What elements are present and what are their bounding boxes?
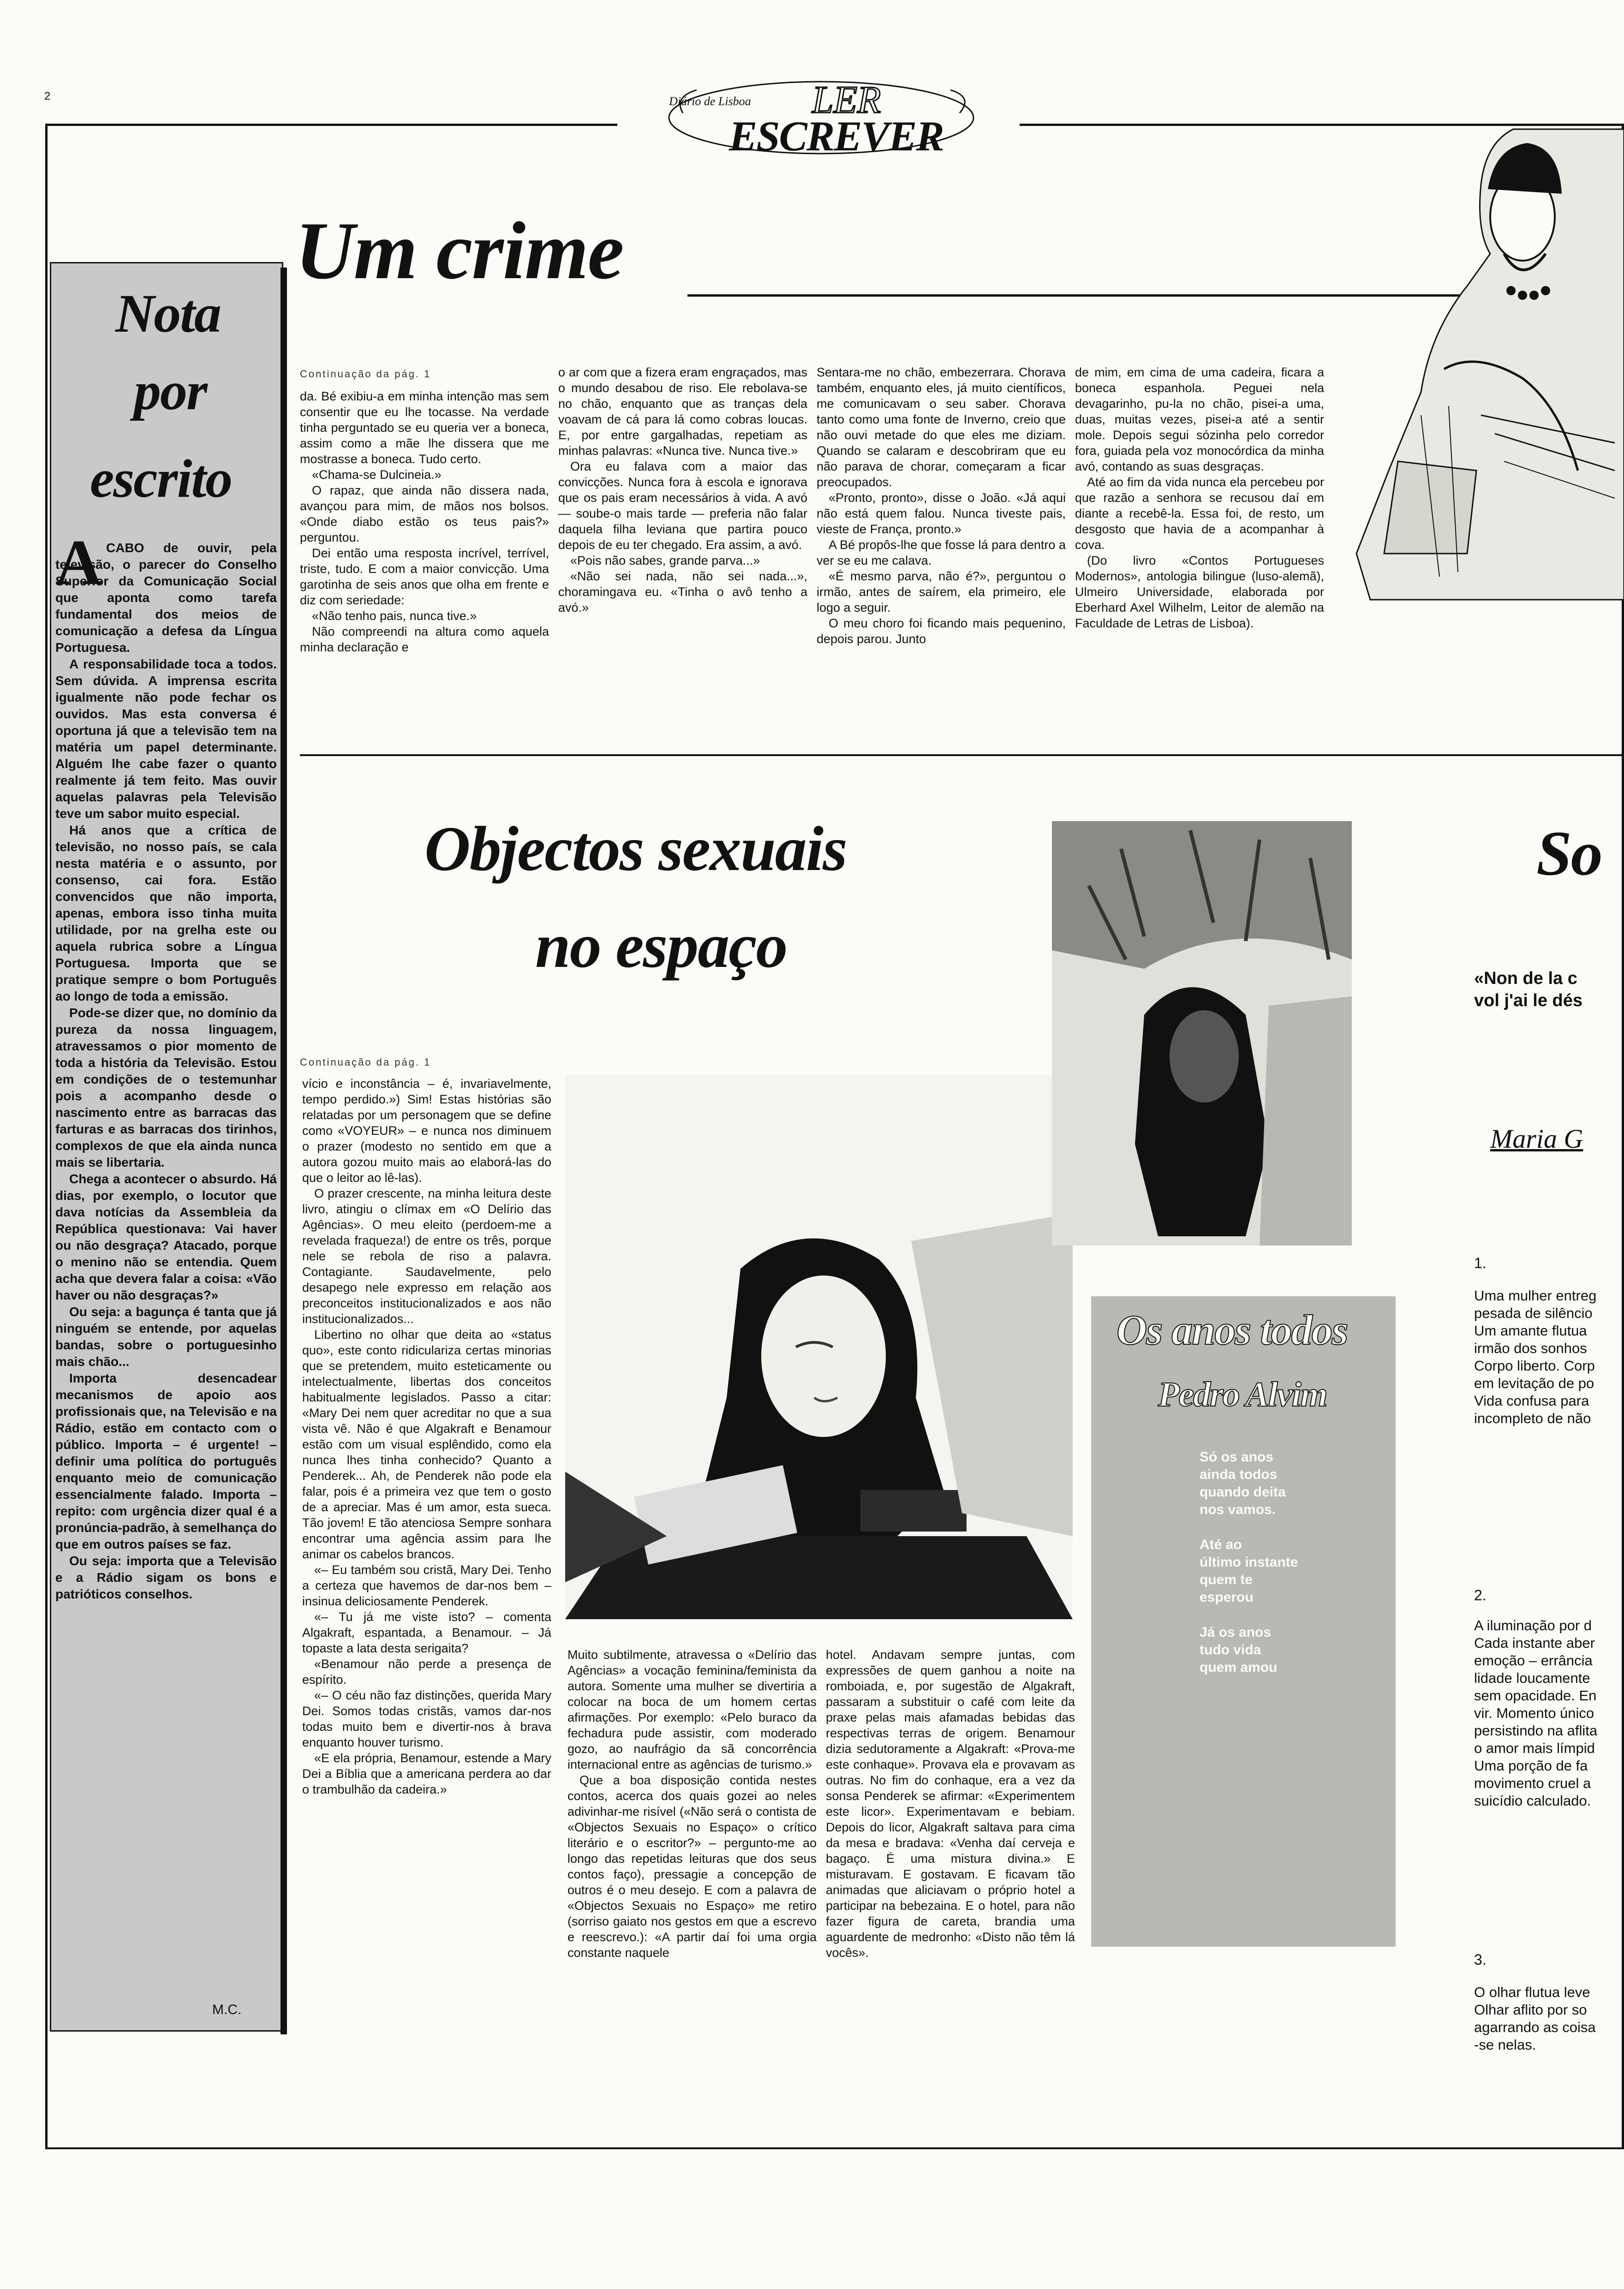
nota-box-shadow: [281, 268, 287, 2034]
right-sec2-line: vir. Momento único: [1474, 1705, 1594, 1721]
anos-title: Os anos todos: [1116, 1306, 1348, 1353]
masthead-ler: LER: [812, 78, 881, 121]
crime-paragraph: «Pronto, pronto», disse o João. «Já aqui não está quem falou. Nunca tiveste pais, vieste de França, pronto.»: [817, 491, 1066, 536]
author-photo: [565, 1075, 1073, 1619]
objectos-headline-2: no espaço: [535, 910, 787, 981]
right-sec1: [1474, 1287, 1624, 1427]
crime-continuation: Continuação da pág. 1: [300, 368, 431, 380]
nota-paragraph: A responsabilidade toca a todos. Sem dúvida. A imprensa escrita igualmente não pode fechar os ouvidos. Mas esta conversa é oportuna já que a televisão tem na matéria um papel determinante. Alguém lhe cabe fazer o quanto realmente já tem feito. Mas ouvir aquelas palavras pela Televisão teve um sabor muito especial.: [55, 657, 277, 821]
objectos-column-2: [567, 1647, 817, 1961]
anos-verse-line: quem te: [1200, 1572, 1253, 1587]
woman-illustration: [1329, 92, 1624, 623]
right-author: Maria G: [1490, 1124, 1583, 1154]
crime-column-4: [1075, 364, 1324, 631]
right-sec1-num: 1.: [1474, 1255, 1487, 1271]
right-sec1-line: em levitação de po: [1474, 1375, 1594, 1391]
objectos-column-3: [826, 1647, 1075, 1961]
objectos-paragraph: Muito subtilmente, atravessa o «Delírio das Agências» a vocação feminina/feminista da autora. Somente uma mulher se divertiria a colocar na boca de um homem certas afirmações. Por exemplo: «Pelo buraco da fechadura pude assistir, com moderado gozo, ao naufrágio da sã concorrência internacional entre as agências de turismo.»: [567, 1648, 817, 1771]
right-sec3-num: 3.: [1474, 1951, 1487, 1968]
anos-verse-line: nos vamos.: [1200, 1502, 1276, 1517]
crime-paragraph: A Bé propôs-lhe que fosse lá para dentro a ver se eu me calava.: [817, 538, 1066, 567]
nota-paragraph: Chega a acontecer o absurdo. Há dias, por exemplo, o locutor que dava notícias da Assembleia da República questionava: Vai haver ou não desgraça? Atacado, porque o menino não se entendia. Quem acha que devera falar a coisa: «Vão haver ou não desgraças?»: [55, 1172, 277, 1302]
crime-paragraph: (Do livro «Contos Portugueses Modernos», antologia bilingue (luso-alemã), Ulmeiro Universidade, elaborada por Eberhard Axel Wilhelm, Leitor de alemão na Faculdade de Letras de Lisboa).: [1075, 554, 1324, 630]
anos-verse-line: Só os anos: [1200, 1449, 1274, 1465]
anos-verse-line: último instante: [1200, 1555, 1298, 1570]
nota-title-line2: por: [134, 361, 207, 421]
right-sec1-line: Corpo liberto. Corp: [1474, 1358, 1595, 1374]
right-sec2-line: A iluminação por d: [1474, 1617, 1592, 1633]
author-photo-image: [565, 1075, 1073, 1619]
right-sec2-line: persistindo na aflita: [1474, 1723, 1598, 1739]
objectos-paragraph: «Benamour não perde a presença de espírito.: [302, 1657, 551, 1687]
right-sec1-line: irmão dos sonhos: [1474, 1340, 1587, 1356]
nota-title-line3: escrito: [90, 448, 232, 509]
right-sec3-line: agarrando as coisa: [1474, 2019, 1596, 2035]
nota-paragraph: CABO de ouvir, pela televisão, o parecer do Conselho Superior da Comunicação Social que aponta como tarefa fundamental dos meios de comunicação a defesa da Língua Portuguesa.: [55, 541, 277, 655]
right-sec2-line: sem opacidade. En: [1474, 1687, 1597, 1704]
crime-paragraph: «Não sei nada, não sei nada...», choramingava eu. «Tinha o avô tenho a avó.»: [558, 569, 807, 614]
crime-paragraph: Dei então uma resposta incrível, terrível, triste, tudo. E com a maior convicção. Uma garotinha de seis anos que olha em frente e diz com seriedade:: [300, 546, 549, 607]
right-sec1-line: pesada de silêncio: [1474, 1305, 1593, 1321]
nota-paragraph: Ou seja: a bagunça é tanta que já ninguém se entende, por aquelas bandas, sobre o portuguesinho mais chão...: [55, 1305, 277, 1369]
second-photo: [1052, 821, 1352, 1246]
right-sec2-line: o amor mais límpid: [1474, 1740, 1595, 1756]
crime-paragraph: Não compreendi na altura como aquela minha declaração e: [300, 625, 549, 654]
nota-paragraph: Há anos que a crítica de televisão, no nosso país, se cala nesta matéria e o assunto, por consenso, cai fora. Estão convencidos que não importa, apenas, embora isso tinha muita utilidade, por na grelha este ou aquela rubrica sobre a Língua Portuguesa. Importa que se pratique sempre o bom Português ao longo de toda a emissão.: [55, 823, 277, 1003]
right-sec1-line: Vida confusa para: [1474, 1393, 1589, 1409]
objectos-paragraph: Libertino no olhar que deita ao «status quo», este conto ridiculariza certas minorias que se pretendem, muito esteticamente ou intelectualmente, libertas dos conceitos habitualmente legislados. Passo a citar: «Mary Dei nem quer acreditar no que a sua vista vê. Não é que Algakraft e Benamour estão com um visual esplêndido, como ela nunca lhes tinha conhecido? Quanto a Penderek... Ah, de Penderek não pode ela falar, pois é a primeira vez que tem o gosto de a apreciar. Mas é um amor, esta sueca. Tão jovem! E tão atenciosa Sempre sonhara encontrar uma agência assim para lhe animar os cabelos brancos.: [302, 1328, 551, 1561]
masthead: [609, 69, 1024, 161]
right-sec1-line: incompleto de não: [1474, 1410, 1591, 1426]
top-rule-left: [45, 124, 617, 126]
crime-paragraph: da. Bé exibiu-a em minha intenção mas sem consentir que eu lhe tocasse. Na verdade tinha perguntado se eu queria ver a boneca, assim como a mãe lhe dissera que me mostrasse a boneca. Tudo certo.: [300, 389, 549, 466]
anos-verse: [1200, 1449, 1375, 1676]
objectos-paragraph: hotel. Andavam sempre juntas, com expressões de quem ganhou a noite na romboiada, e, por sugestão de Algakraft, passaram a substituir o café com leite da praxe pelas mais afamadas bebidas das respectivas terras de origem. Benamour dizia sedutoramente a Algakraft: «Prova-me este conhaque». Provava ela e provavam as outras. No fim do conhaque, era a vez da sonsa Penderek se afirmar: «Experimentem este licor». Experimentavam e bebiam. Depois do licor, Algakraft saltava para cima da mesa e bradava: «Venha daí cerveja e bagaço. É uma mistura divina.» E misturavam. E gostavam. E ficavam tão animadas que aliciavam o próprio hotel a participar na bebezaina. E o hotel, para não fazer figura de careta, brandia uma aguardente de medronho: «Disto não têm lá vocês».: [826, 1648, 1075, 1960]
left-frame-rule: [45, 124, 48, 2149]
nota-paragraph: Pode-se dizer que, no domínio da pureza da nossa linguagem, atravessamos o pior momento de toda a história da Televisão. Estou em condições de o testemunhar pois a acompanho desde o nascimento entre as barracas das farturas e as barracas dos tirinhos, complexos de que ela ainda nunca mais se libertaria.: [55, 1006, 277, 1169]
crime-paragraph: O meu choro foi ficando mais pequenino, depois parou. Junto: [817, 616, 1066, 646]
right-sec3-line: Olhar aflito por so: [1474, 2002, 1587, 2018]
crime-paragraph: Até ao fim da vida nunca ela percebeu por que razão a senhora se recusou daí em diante a recebê-la. Essa foi, de resto, um desgosto que havia de a acompanhar à cova.: [1075, 475, 1324, 552]
right-sec2-num: 2.: [1474, 1587, 1487, 1603]
crime-paragraph: «Não tenho pais, nunca tive.»: [312, 609, 477, 623]
objectos-continuation: Continuação da pág. 1: [300, 1056, 431, 1068]
crime-paragraph: o ar com que a fizera eram engraçados, mas o mundo desabou de riso. Ele rebolava-se no chão, enquanto que as tranças dela voavam de cá para lá como cobras loucas. E, por entre gargalhadas, repetiam as minhas palavras: «Nunca tive. Nunca tive.»: [558, 365, 807, 458]
anos-verse-line: Até ao: [1200, 1537, 1242, 1552]
masthead-brand: Diário de Lisboa: [669, 95, 751, 108]
right-sec2-line: lidade loucamente: [1474, 1670, 1590, 1686]
right-sec2: [1474, 1617, 1624, 1810]
second-photo-image: [1052, 821, 1352, 1246]
crime-paragraph: Ora eu falava com a maior das convicções. Nunca fora à escola e ignorava que os pais eram necessários à vida. A avó — soube-o mais tarde — preferia não falar daquela filha leviana que partira pouco depois de eu ter chegado. Era assim, a avó.: [558, 459, 807, 552]
right-sec3: [1474, 1984, 1624, 2054]
objectos-paragraph: Que a boa disposição contida nestes contos, acerca dos quais gozei ao neles adivinhar-me risível («Não será o contista de «Objectos Sexuais no Espaço» o crítico literário e o escritor?» – pergunto-me ao longo das repetidas leituras que dos seus contos faço), pressagie a concepção de outros é o meu desejo. E com a palavra de «Objectos Sexuais no Espaço» me retiro (sorriso gaiato nos gestos em que a escrevo e reescrevo.): «A partir daí foi uma orgia constante naquele: [567, 1773, 817, 1960]
masthead-escrever: ESCREVER: [729, 113, 943, 160]
section-rule: [300, 754, 1624, 756]
anos-verse-line: Já os anos: [1200, 1625, 1272, 1640]
right-sec2-line: movimento cruel a: [1474, 1775, 1591, 1791]
anos-verse-line: quando deita: [1200, 1484, 1286, 1500]
crime-paragraph: «É mesmo parva, não é?», perguntou o irmão, antes de saírem, ela primeiro, ele logo a seguir.: [817, 569, 1066, 614]
right-sec2-line: emoção – errância: [1474, 1652, 1593, 1669]
nota-signature: M.C.: [212, 2002, 242, 2017]
objectos-paragraph: O prazer crescente, na minha leitura deste livro, atingiu o clímax em «O Delírio das Agências». O meu eleito (perdoem-me a revelada fraqueza!) de entre os três, porque nele se rebola de riso a palavra. Contagiante. Saudavelmente, pelo desapego nele expresso em relação aos preconceitos institucionalizados e aos não institucionalizados...: [302, 1186, 551, 1326]
right-sec1-line: Uma mulher entreg: [1474, 1288, 1597, 1304]
right-sec1-line: Um amante flutua: [1474, 1323, 1587, 1339]
anos-verse-line: quem amou: [1200, 1660, 1278, 1675]
nota-paragraph: Ou seja: importa que a Televisão e a Rádio sigam os bons e patrióticos conselhos.: [55, 1554, 277, 1601]
crime-paragraph: «Pois não sabes, grande parva...»: [570, 554, 760, 567]
anos-verse-line: tudo vida: [1200, 1642, 1261, 1657]
bottom-rule: [45, 2147, 1624, 2149]
anos-verse-line: esperou: [1200, 1590, 1254, 1605]
right-sec2-line: Uma porção de fa: [1474, 1758, 1588, 1774]
crime-column-3: [817, 364, 1066, 647]
nota-text: [55, 540, 277, 1603]
crime-column-1: [300, 388, 549, 655]
anos-author: Pedro Alvim: [1158, 1375, 1327, 1414]
anos-verse-line: ainda todos: [1200, 1467, 1278, 1482]
right-headline: So: [1536, 818, 1602, 888]
right-subhead-2: vol j'ai le dés: [1474, 991, 1583, 1010]
right-sec3-line: O olhar flutua leve: [1474, 1984, 1590, 2000]
objectos-headline-1: Objectos sexuais: [424, 813, 847, 884]
right-subhead-1: «Non de la c: [1474, 969, 1577, 988]
crime-paragraph: Sentara-me no chão, embezerrara. Chorava também, enquanto eles, já muito científicos, me comunicavam o seu saber. Chorava tanto como uma fonte de Inverno, creio que não ouvi metade do que eles me diziam. Quando se calaram e descobriram que eu não parava de chorar, começaram a ficar preocupados.: [817, 365, 1066, 489]
crime-column-2: [558, 364, 807, 615]
crime-headline: Um crime: [295, 205, 623, 296]
objectos-paragraph: «E ela própria, Benamour, estende a Mary Dei a Bíblia que a americana perdera ao dar o trambulhão da cadeira.»: [302, 1751, 551, 1796]
right-sec2-line: suicídio calculado.: [1474, 1793, 1591, 1809]
right-sec2-line: Cada instante aber: [1474, 1635, 1595, 1651]
objectos-column-1: [302, 1076, 551, 1797]
objectos-paragraph: «– O céu não faz distinções, querida Mary Dei. Somos todas cristãs, vamos dar-nos todas muito bem e divertir-nos à brava enquanto houver turismo.: [302, 1688, 551, 1749]
objectos-paragraph: «– Eu também sou cristã, Mary Dei. Tenho a certeza que havemos de dar-nos bem – insinua deliciosamente Penderek.: [302, 1563, 551, 1608]
nota-paragraph: Importa desencadear mecanismos de apoio aos profissionais que, na Televisão e na Rádio, estão em contacto com o público. Importa – é urgente! – definir uma política do português enquanto meio de comunicação essencialmente falado. Importa – repito: com urgência dizer qual é a pronúncia-padrão, à semelhança do que em outros países se faz.: [55, 1371, 277, 1551]
crime-paragraph: «Chama-se Dulcineia.»: [312, 468, 442, 482]
nota-title-line1: Nota: [115, 283, 221, 344]
crime-paragraph: O rapaz, que ainda não dissera nada, avançou para mim, de mãos nos bolsos. «Onde diabo estão os teus pais?» perguntou.: [300, 483, 549, 544]
right-sec3-line: -se nelas.: [1474, 2037, 1536, 2053]
crime-illustration: [1329, 92, 1624, 623]
nota-drop-cap: A: [55, 527, 102, 598]
crime-paragraph: de mim, em cima de uma cadeira, ficara a boneca espanhola. Peguei nela devagarinho, pu-la no chão, pisei-a uma, duas, muitas vezes, pisei-a até a sentir mole. Depois segui sózinha pelo corredor fora, guiada pela voz monocórdica da minha avó, contando as suas desgraças.: [1075, 365, 1324, 473]
objectos-paragraph: vício e inconstância – é, invariavelmente, tempo perdido.») Sim! Estas histórias são relatadas por um personagem que se define como «VOYEUR» – e nunca nos diminuem o prazer (modesto no sentido em que a autora gozou muito mais ao elaborá-las do que o leitor ao lê-las).: [302, 1077, 551, 1185]
page-number: 2: [44, 90, 51, 102]
objectos-paragraph: «– Tu já me viste isto? – comenta Algakraft, espantada, a Benamour. – Já topaste a lata desta serigaita?: [302, 1610, 551, 1655]
